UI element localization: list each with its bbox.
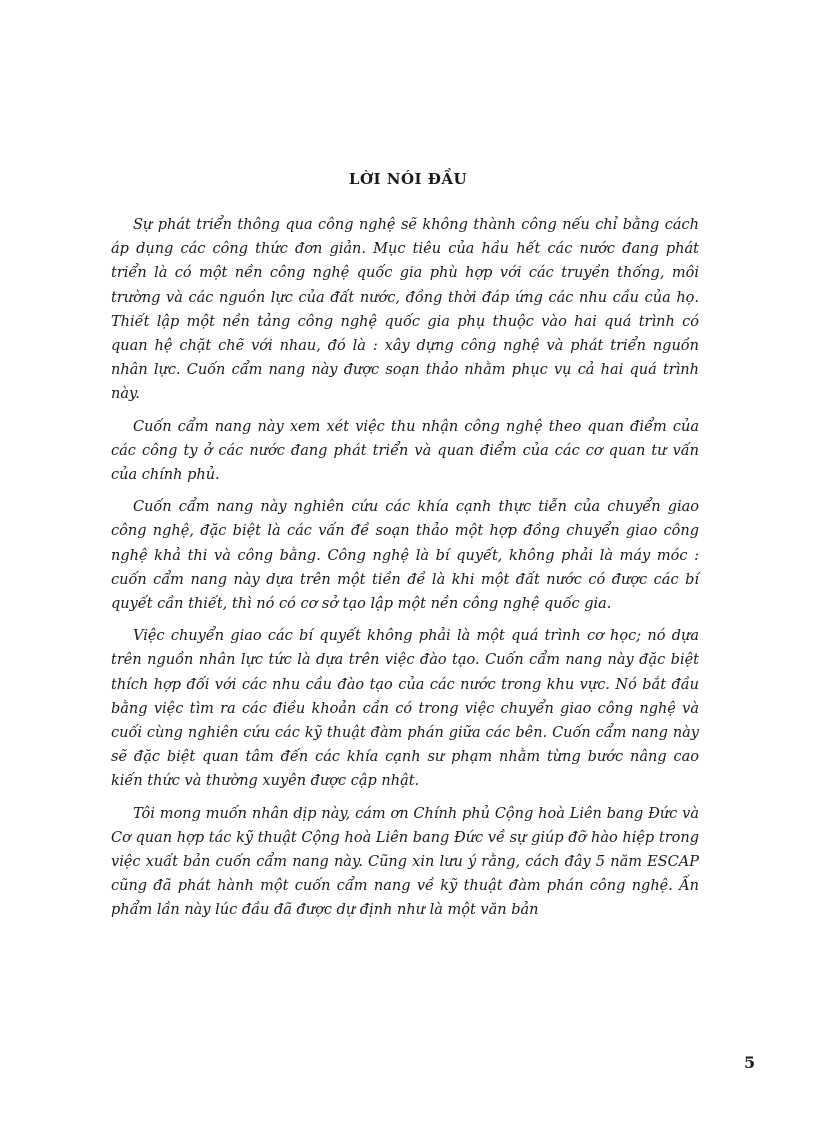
paragraph-2: Cuốn cẩm nang này xem xét việc thu nhận công nghệ theo quan điểm của các công ty ở các nước đang phát triển và quan điểm của các cơ quan tư vấn của chính phủ. — [111, 418, 699, 484]
page-title: LỜI NÓI ĐẦU — [348, 170, 468, 188]
paragraph-4: Việc chuyển giao các bí quyết không phải là một quá trình cơ học; nó dựa trên nguồn nhân lực tức là dựa trên việc đào tạo. Cuốn cẩm nang này đặc biệt thích hợp đối với các nhu cầu đào tạo của các nước trong khu vực. Nó bắt đầu bằng việc tìm ra các điều khoản cần có trong việc chuyển giao công nghệ và cuối cùng nghiên cứu các kỹ thuật đàm phán giữa các bên. Cuốn cẩm nang này sẽ đặc biệt quan tâm đến các khía cạnh sư phạm nhằm từng bước nâng cao kiến thức và thường xuyên được cập nhật. — [111, 628, 699, 790]
paragraph-3: Cuốn cẩm nang này nghiên cứu các khía cạnh thực tiễn của chuyển giao công nghệ, đặc biệt là các vấn đề soạn thảo một hợp đồng chuyển giao công nghệ khả thi và công bằng. Công nghệ là bí quyết, không phải là máy móc : cuốn cẩm nang này dựa trên một tiền đề là khi một đất nước có được các bí quyết cần thiết, thì nó có cơ sở tạo lập một nền công nghệ quốc gia. — [111, 499, 699, 613]
paragraph-1: Sự phát triển thông qua công nghệ sẽ không thành công nếu chỉ bằng cách áp dụng các công thức đơn giản. Mục tiêu của hầu hết các nước đang phát triển là có một nền công nghệ quốc gia phù hợp với các truyền thống, môi trường và các nguồn lực của đất nước, đồng thời đáp ứng các nhu cầu của họ. Thiết lập một nền tảng công nghệ quốc gia phụ thuộc vào hai quá trình có quan hệ chặt chẽ với nhau, đó là : xây dựng công nghệ và phát triển nguồn nhân lực. Cuốn cẩm nang này được soạn thảo nhằm phục vụ cả hai quá trình này. — [111, 217, 699, 403]
paragraph-5: Tôi mong muốn nhân dịp này, cám ơn Chính phủ Cộng hoà Liên bang Đức và Cơ quan hợp tác kỹ thuật Cộng hoà Liên bang Đức về sự giúp đỡ hào hiệp trong việc xuất bản cuốn cẩm nang này. Cũng xin lưu ý rằng, cách đây 5 năm ESCAP cũng đã phát hành một cuốn cẩm nang về kỹ thuật đàm phán công nghệ. Ấn phẩm lần này lúc đầu đã được dự định như là một văn bản — [111, 805, 699, 919]
page-number: 5 — [744, 1053, 756, 1072]
body-text — [111, 213, 699, 931]
